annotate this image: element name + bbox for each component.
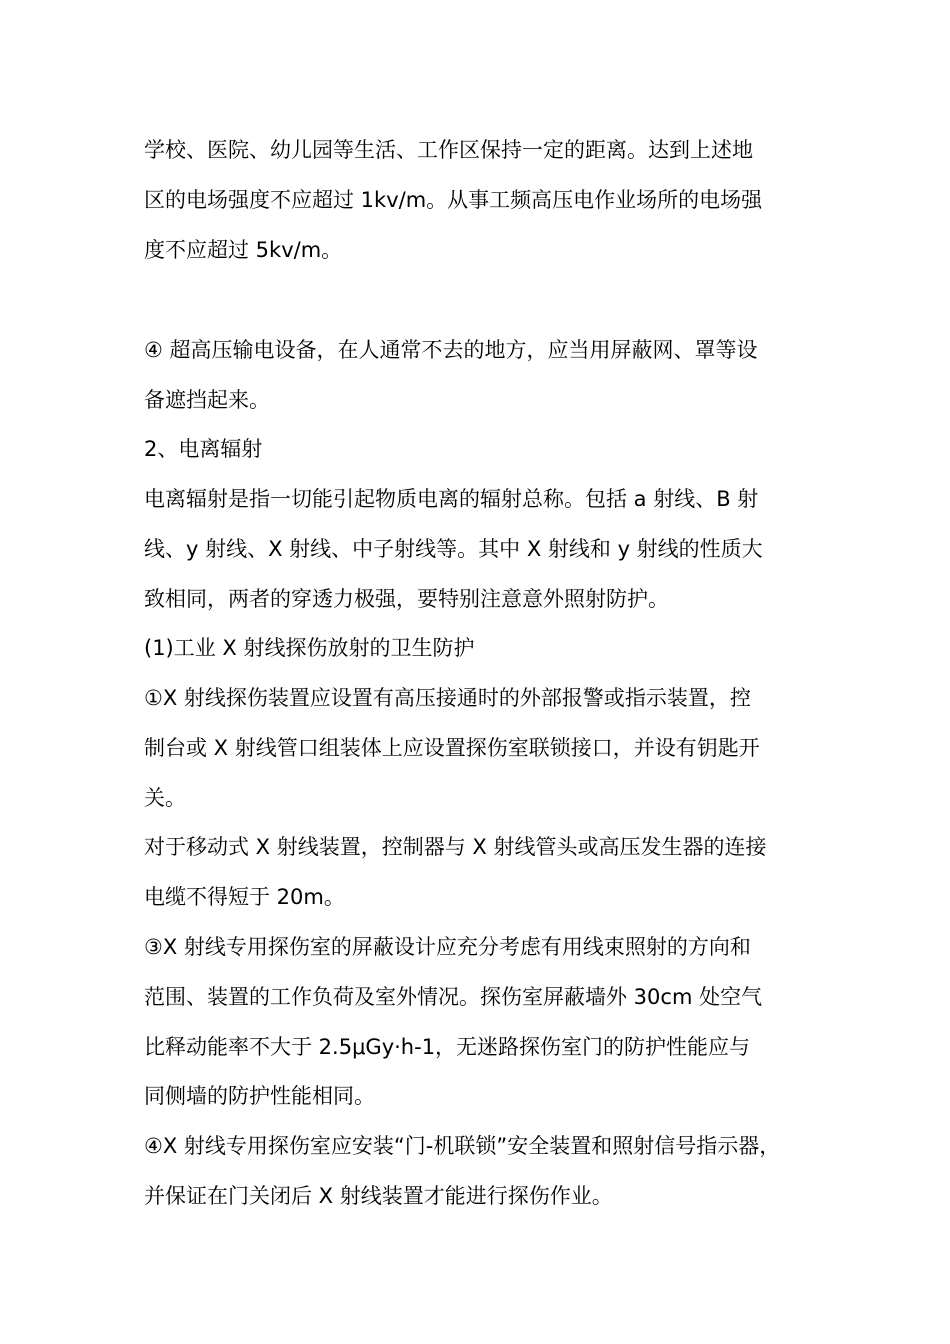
text-line: 关。 [144, 786, 186, 810]
text-line: 度不应超过 5kv/m。 [144, 238, 343, 262]
text-line: 致相同，两者的穿透力极强，要特别注意意外照射防护。 [144, 587, 669, 611]
text-line: 范围、装置的工作负荷及室外情况。探伤室屏蔽墙外 30cm 处空气 [144, 985, 763, 1009]
subsection-heading: (1)工业 X 射线探伤放射的卫生防护 [144, 636, 475, 660]
text-line: ④X 射线专用探伤室应安装“门-机联锁”安全装置和照射信号指示器， [144, 1134, 781, 1158]
text-line: 线、y 射线、X 射线、中子射线等。其中 X 射线和 y 射线的性质大 [144, 537, 763, 561]
text-line: 区的电场强度不应超过 1kv/m。从事工频高压电作业场所的电场强 [144, 188, 763, 212]
text-line: 制台或 X 射线管口组装体上应设置探伤室联锁接口，并设有钥匙开 [144, 736, 760, 760]
text-line: 同侧墙的防护性能相同。 [144, 1084, 375, 1108]
text-line: ①X 射线探伤装置应设置有高压接通时的外部报警或指示装置，控 [144, 686, 751, 710]
text-line: 对于移动式 X 射线装置，控制器与 X 射线管头或高压发生器的连接 [144, 835, 767, 859]
text-line: 电缆不得短于 20m。 [144, 885, 345, 909]
text-line: 备遮挡起来。 [144, 388, 270, 412]
text-line: 电离辐射是指一切能引起物质电离的辐射总称。包括 a 射线、B 射 [144, 487, 759, 511]
text-line: 并保证在门关闭后 X 射线装置才能进行探伤作业。 [144, 1184, 613, 1208]
text-line: ③X 射线专用探伤室的屏蔽设计应充分考虑有用线束照射的方向和 [144, 935, 751, 959]
text-line: 比释动能率不大于 2.5μGy·h-1，无迷路探伤室门的防护性能应与 [144, 1035, 751, 1059]
text-line: 学校、医院、幼儿园等生活、工作区保持一定的距离。达到上述地 [144, 138, 753, 162]
section-heading: 2、电离辐射 [144, 437, 263, 461]
text-line: ④ 超高压输电设备，在人通常不去的地方，应当用屏蔽网、罩等设 [144, 338, 758, 362]
